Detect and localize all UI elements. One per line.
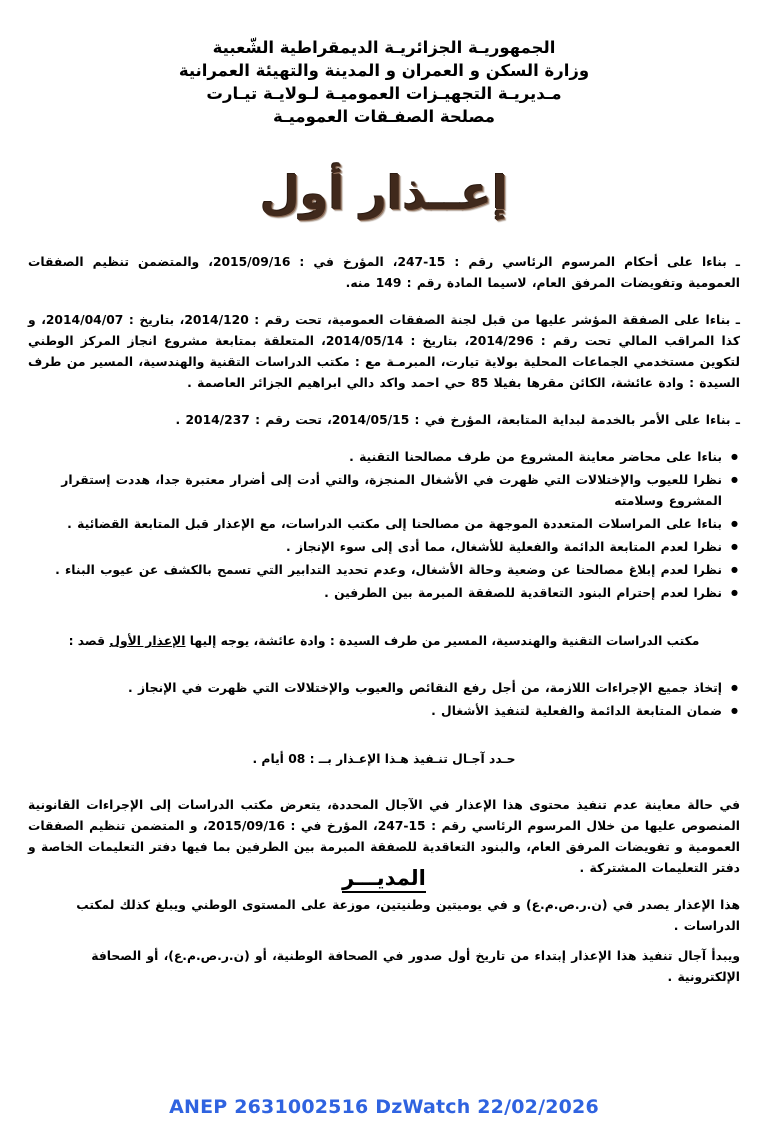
addressee-line <box>28 631 740 652</box>
list-item: ● نظرا لعدم إحترام البنود التعاقدية للصفقة المبرمة بين الطرفين . <box>28 583 740 604</box>
list-item: ● ضمان المتابعة الدائمة والفعلية لتنفيذ الأشغال . <box>28 701 740 722</box>
letterhead <box>0 36 768 128</box>
spacer <box>28 303 740 310</box>
document-title-wrapper <box>0 164 768 222</box>
deadline-line: حـدد آجـال تنـفيذ هـذا الإعـذار بــ : 08 أيام . <box>252 751 516 766</box>
page-title: إعــذار أول <box>260 166 508 220</box>
letterhead-line-ministry: وزارة السكن و العمران و المدينة والتهيئة العمرانية <box>178 61 590 80</box>
footer <box>0 1096 768 1118</box>
spacer <box>28 606 740 619</box>
spacer <box>28 403 740 410</box>
preamble-paragraph-2: ـ بناءا على الصفقة المؤشر عليها من قبل لجنة الصفقات العمومية، تحت رقم : 2014/120، بتاريخ : 2014/04/07، و كذا المراقب المالي تحت رقم : 2014/296، بتاريخ : 2014/05/14، المتعلقة بمتابعة مشروع انجاز المركز الوطني لتكوين مستخدمي الجماعات المحلية بولاية تيارت، المبرمـة مع : مكتب الدراسات التقنية والهندسية، المسير من طرف السيدة : وادة عائشة، الكائن مقرها بفيلا 85 حي احمد واكد دالي ابراهيم الجزائر العاصمة . <box>28 313 741 390</box>
letterhead-line-directorate: مـديريـة التجهيـزات العموميـة لـولايـة تيـارت <box>206 84 562 103</box>
signature-label: المديـــر <box>342 866 426 893</box>
list-item: ● نظرا لعدم إبلاغ مصالحنا عن وضعية وحالة الأشغال، وعدم تحديد التدابير التي تسمح بالكشف عن عيوب البناء . <box>28 560 740 581</box>
preamble-paragraph-3: ـ بناءا على الأمر بالخدمة لبداية المتابعة، المؤرخ في : 2014/05/15، تحت رقم : 2014/237 . <box>175 413 740 427</box>
signature-block <box>0 866 768 893</box>
list-item: ● بناءا على المراسلات المتعددة الموجهة من مصالحنا إلى مكتب الدراسات، مع الإعذار قبل المتابعة القضائية . <box>28 514 740 535</box>
addressee-suffix: قصد : <box>68 634 110 649</box>
closing-paragraph-2: هذا الإعذار يصدر في (ن.ر.ص.م.ع) و في يوميتين وطنيتين، موزعة على المستوى الوطني ويبلغ كذلك لمكتب الدراسات . <box>76 898 740 934</box>
list-item: ● نظرا لعدم المتابعة الدائمة والفعلية للأشغال، مما أدى إلى سوء الإنجاز . <box>28 537 740 558</box>
closing-paragraph-1: في حالة معاينة عدم تنفيذ محتوى هذا الإعذار في الآجال المحددة، يتعرض مكتب الدراسات إلى الإجراءات القانونية المنصوص عليها من خلال المرسوم الرئاسي رقم : 15-247، المؤرخ في : 2015/09/16، و المتضمن تنظيم الصفقات العمومية و تفويضات المرفق العام، والبنود التعاقدية للصفقة المبرمة بين الطرفين بما فيها دفتر التعليمات الخاصة و دفتر التعليمات المشتركة . <box>28 798 741 876</box>
list-item: ● نظرا للعيوب والإختلالات التي ظهرت في الأشغال المنجزة، والتي أدت إلى أضرار معتبرة جدا، هددت إستقرار المشروع وسلامته <box>28 470 740 512</box>
spacer <box>28 782 740 795</box>
letterhead-line-service: مصلحة الصفـقات العموميـة <box>272 107 496 126</box>
letterhead-line-country: الجمهوريـة الجزائريـة الديمقراطية الشّعبية <box>212 38 556 57</box>
spacer <box>28 440 740 447</box>
list-item: ● بناءا على محاضر معاينة المشروع من طرف مصالحنا التقنية . <box>28 447 740 468</box>
spacer <box>28 665 740 678</box>
footer-reference: ANEP 2631002516 DzWatch 22/02/2026 <box>169 1096 599 1118</box>
addressee-prefix: مكتب الدراسات التقنية والهندسية، المسير من طرف السيدة : وادة عائشة، يوجه إليها <box>185 634 700 649</box>
reasons-list <box>28 447 740 604</box>
closing-paragraph-3: ويبدأ آجال تنفيذ هذا الإعذار إبتداء من تاريخ أول صدور في الصحافة الوطنية، أو (ن.ر.ص.م.ع)، أو الصحافة الإلكترونية . <box>91 949 740 985</box>
list-item: ● إتخاذ جميع الإجراءات اللازمة، من أجل رفع النقائص والعيوب والإختلالات التي ظهرت في الإنجاز . <box>28 678 740 699</box>
addressee-emphasis: الإعذار الأول <box>109 634 186 649</box>
spacer <box>28 724 740 737</box>
requirements-list <box>28 678 740 722</box>
preamble-paragraph-1: ـ بناءا على أحكام المرسوم الرئاسي رقم : 15-247، المؤرخ في : 2015/09/16، والمتضمن تنظيم الصفقات العمومية وتفويضات المرفق العام، لاسيما المادة رقم : 149 منه. <box>28 255 740 290</box>
